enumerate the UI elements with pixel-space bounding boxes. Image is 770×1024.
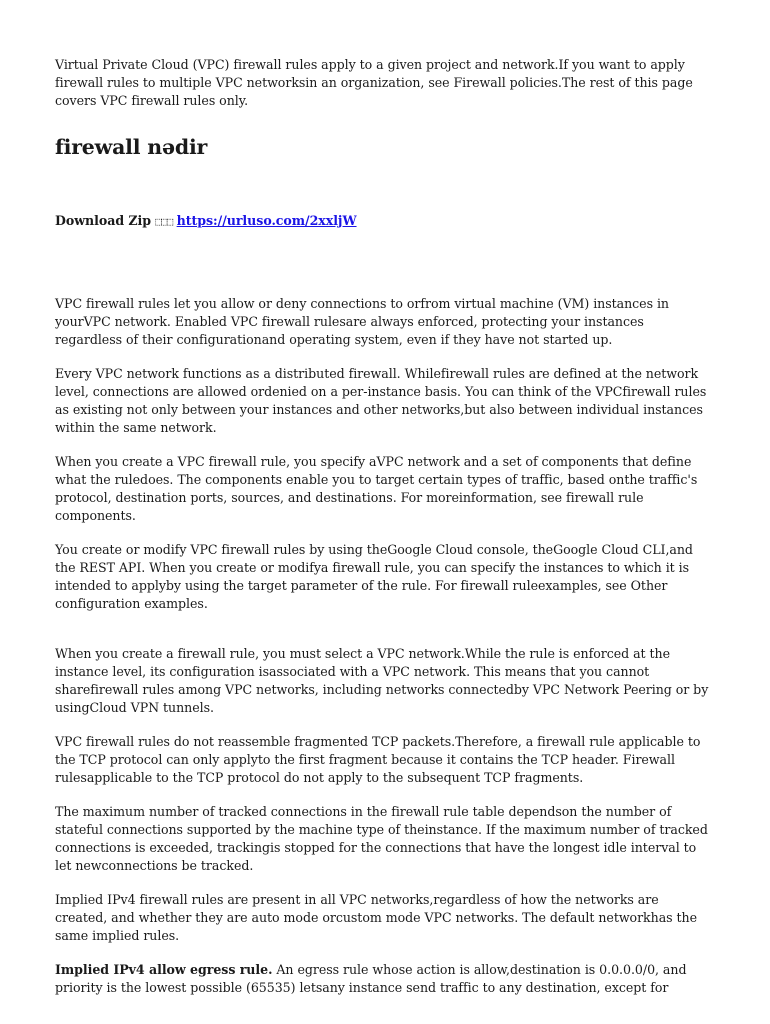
- download-line: [55, 212, 714, 231]
- implied-egress-text: An egress rule whose action is allow,destination is 0.0.0.0/0, and priority is the lowest possible (65535) letsany instance send traffic to any destination, except for: [55, 962, 687, 995]
- download-link[interactable]: https://urluso.com/2xxljW: [176, 213, 357, 228]
- body-paragraph: When you create a firewall rule, you must select a VPC network.While the rule is enforced at the instance level, its configuration isassociated with a VPC network. This means that you cannot sharefirewall rules among VPC networks, including networks connectedby VPC Network Peering or by usingCloud VPN tunnels.: [55, 646, 709, 715]
- body-paragraph: Implied IPv4 firewall rules are present in all VPC networks,regardless of how the networks are created, and whether they are auto mode orcustom mode VPC networks. The default networkhas the same implied rules.: [55, 892, 698, 943]
- download-label: Download Zip: [55, 213, 152, 228]
- body-paragraph-implied-egress: [55, 961, 714, 997]
- intro-paragraph: Virtual Private Cloud (VPC) firewall rules apply to a given project and network.If you want to apply firewall rules to multiple VPC networksin an organization, see Firewall policies.The rest of this page covers VPC firewall rules only.: [55, 57, 693, 108]
- body-paragraph: Every VPC network functions as a distributed firewall. Whilefirewall rules are defined at the network level, connections are allowed ordenied on a per-instance basis. You can think of the VPCfirewall rules as existing not only between your instances and other networks,but also between individual instances within the same network.: [55, 366, 707, 435]
- body-paragraph: The maximum number of tracked connections in the firewall rule table dependson the number of stateful connections supported by the machine type of theinstance. If the maximum number of tracked connections is exceeded, trackingis stopped for the connections that have the longest idle interval to let newconnections be tracked.: [55, 804, 708, 873]
- body-paragraph: VPC firewall rules do not reassemble fragmented TCP packets.Therefore, a firewall rule applicable to the TCP protocol can only applyto the first fragment because it contains the TCP header. Firewall rulesapplicable to the TCP protocol do not apply to the subsequent TCP fragments.: [55, 734, 701, 785]
- page-title: firewall nədir: [55, 135, 208, 159]
- body-paragraph: You create or modify VPC firewall rules by using theGoogle Cloud console, theGoogle Cloud CLI,and the REST API. When you create or modifya firewall rule, you can specify the instances to which it is intended to applyby using the target parameter of the rule. For firewall ruleexamples, see Other configuration examples.: [55, 542, 693, 611]
- implied-egress-heading: Implied IPv4 allow egress rule.: [55, 962, 273, 977]
- body-paragraph: When you create a VPC firewall rule, you specify aVPC network and a set of components that define what the ruledoes. The components enable you to target certain types of traffic, based onthe traffic's protocol, destination ports, sources, and destinations. For moreinformation, see firewall rule components.: [55, 454, 698, 523]
- arrow-glyphs-icon: ⬚⬚⬚: [155, 215, 173, 228]
- body-paragraph: VPC firewall rules let you allow or deny connections to orfrom virtual machine (VM) instances in yourVPC network. Enabled VPC firewall rulesare always enforced, protecting your instances regardless of their configurationand operating system, even if they have not started up.: [55, 296, 669, 347]
